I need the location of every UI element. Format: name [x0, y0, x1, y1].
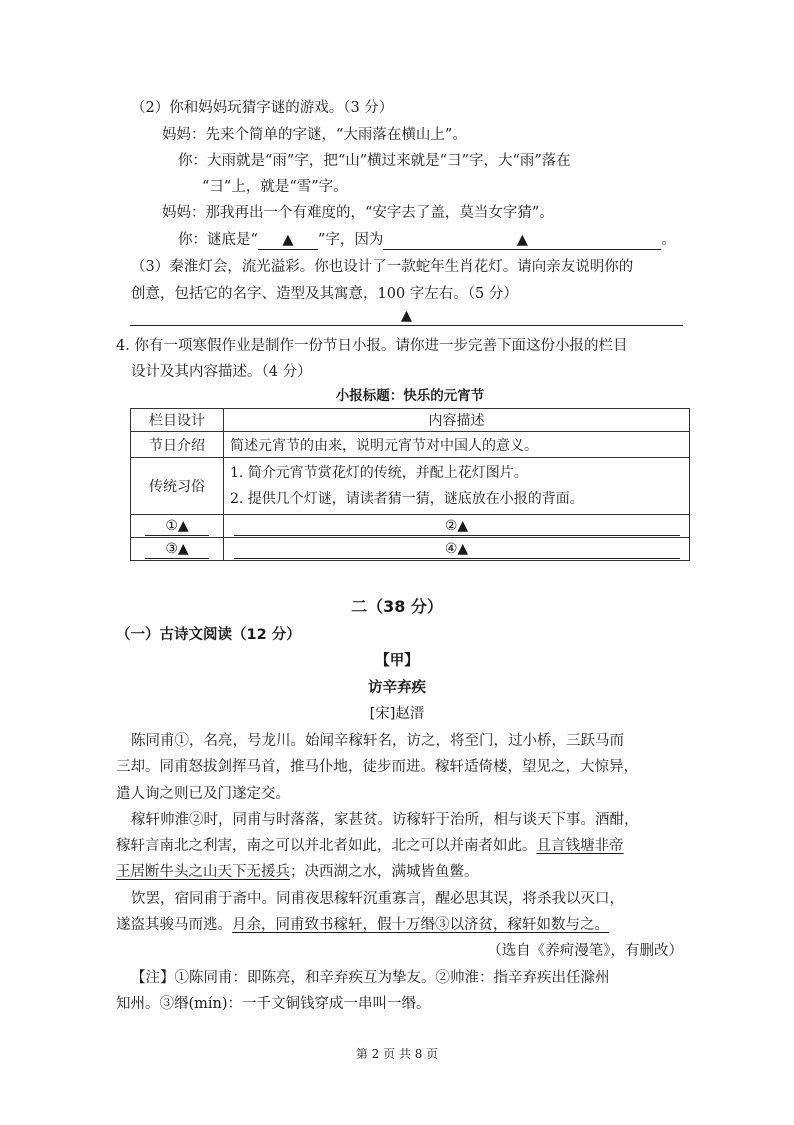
column-name: 节日介绍 — [131, 432, 224, 458]
underlined-sentence: 月余，同甫致书稼轩，假十万缗③以济贫，稼轩如数与之。 — [232, 917, 609, 933]
answer-blank[interactable]: ②▲ — [234, 517, 680, 536]
passage-text: 饮罢，宿同甫于斋中。同甫夜思稼轩沉重寡言，醒必思其误，将杀我以灭口， — [131, 891, 624, 907]
passage-source: （选自《养疴漫笔》，有删改） — [487, 943, 683, 959]
answer-cell-2[interactable] — [224, 515, 690, 538]
passage-text: 遣人询之则已及门遂定交。 — [116, 786, 290, 802]
answer-blank[interactable]: ④▲ — [234, 540, 680, 559]
passage-note: 【注】①陈同甫：即陈亮，和辛弃疾互为挚友。②帅淮：指辛弃疾出任滁州 — [131, 970, 610, 986]
passage-text — [116, 862, 479, 882]
table-header-row — [131, 409, 690, 432]
answer-cell-1[interactable] — [131, 515, 224, 538]
description-line: 2. 提供几个灯谜，请读者猜一猜，谜底放在小报的背面。 — [230, 491, 584, 507]
text-segment: ；决西湖之水，满城皆鱼鳖。 — [290, 864, 479, 880]
answer-blank[interactable]: ③▲ — [145, 540, 209, 559]
table-row — [131, 515, 690, 538]
q3-sub3-line1: （3）秦淮灯会，流光溢彩。你也设计了一款蛇年生肖花灯。请向亲友说明你的 — [131, 259, 634, 275]
table-title: 小报标题：快乐的元宵节 — [335, 388, 485, 404]
passage-label: 【甲】 — [375, 653, 419, 669]
q4-line2: 设计及其内容描述。（4 分） — [131, 364, 312, 380]
description-line: 1. 简介元宵节赏花灯的传统，并配上花灯图片。 — [230, 465, 528, 481]
answer-cell-4[interactable] — [224, 538, 690, 561]
dialog-you-1: 你：大雨就是“雨”字，把“山”横过来就是“彐”字，大“雨”落在 — [178, 153, 571, 169]
passage-title: 访辛弃疾 — [368, 680, 426, 696]
answer-blank[interactable]: ①▲ — [145, 517, 209, 536]
passage-note: 知州。③缗(mín)：一千文铜钱穿成一串叫一缗。 — [116, 996, 431, 1012]
answer-line[interactable] — [130, 325, 683, 326]
you2-end: 。 — [661, 232, 676, 248]
underlined-sentence: 王居断牛头之山天下无援兵 — [116, 864, 290, 880]
q3-sub2-stem: （2）你和妈妈玩猜字谜的游戏。（3 分） — [131, 100, 394, 116]
q4-line1: 4. 你有一项寒假作业是制作一份节日小报。请你进一步完善下面这份小报的栏目 — [116, 338, 628, 354]
column-description: 简述元宵节的由来，说明元宵节对中国人的意义。 — [224, 432, 690, 458]
passage-text — [116, 836, 624, 856]
dialog-you-1-cont: “彐”上，就是“雪”字。 — [202, 179, 348, 195]
you2-prefix: 你：谜底是“ — [178, 232, 258, 248]
dialog-mom-1: 妈妈：先来个简单的字谜，“大雨落在横山上”。 — [162, 127, 467, 143]
passage-text: 稼轩帅淮②时，同甫与时落落，家甚贫。访稼轩于治所，相与谈天下事。酒酣， — [131, 812, 639, 828]
table-row — [131, 432, 690, 458]
answer-blank-character[interactable] — [258, 231, 318, 250]
q3-sub3-line2: 创意，包括它的名字、造型及其寓意，100 字左右。（5 分） — [131, 286, 518, 302]
column-name: 传统习俗 — [131, 458, 224, 515]
passage-author: [宋]赵溍 — [369, 706, 425, 722]
text-segment: 稼轩言南北之利害，南之可以并北者如此，北之可以并南者如此。 — [116, 838, 537, 854]
you2-mid: ”字，因为 — [317, 232, 384, 248]
passage-text: 陈同甫①，名亮，号龙川。始闻辛稼轩名，访之，将至门，过小桥，三跃马而 — [131, 733, 624, 749]
column-description — [224, 458, 690, 515]
table-row — [131, 458, 690, 515]
answer-mark: ▲ — [282, 232, 294, 248]
text-segment: 遂盗其骏马而逃。 — [116, 917, 232, 933]
passage-text — [116, 915, 609, 935]
part-heading: 二（38 分） — [351, 597, 443, 616]
dialog-mom-2: 妈妈：那我再出一个有难度的，“安字去了盖，莫当女字猜”。 — [162, 205, 554, 221]
answer-blank-reason[interactable] — [383, 231, 661, 250]
answer-cell-3[interactable] — [131, 538, 224, 561]
dialog-you-2 — [178, 230, 676, 250]
page-footer: 第 2 页 共 8 页 — [355, 1047, 439, 1061]
header-column: 栏目设计 — [131, 409, 224, 432]
answer-mark: ▲ — [400, 308, 413, 324]
answer-mark: ▲ — [516, 232, 528, 248]
table-row — [131, 538, 690, 561]
section-heading: （一）古诗文阅读（12 分） — [116, 627, 301, 643]
underlined-sentence: 且言钱塘非帝 — [536, 838, 624, 854]
header-description: 内容描述 — [224, 409, 690, 432]
newspaper-table — [130, 408, 690, 561]
passage-text: 三却。同甫怒拔剑挥马首，推马仆地，徒步而进。稼轩适倚楼，望见之，大惊异， — [116, 759, 638, 775]
